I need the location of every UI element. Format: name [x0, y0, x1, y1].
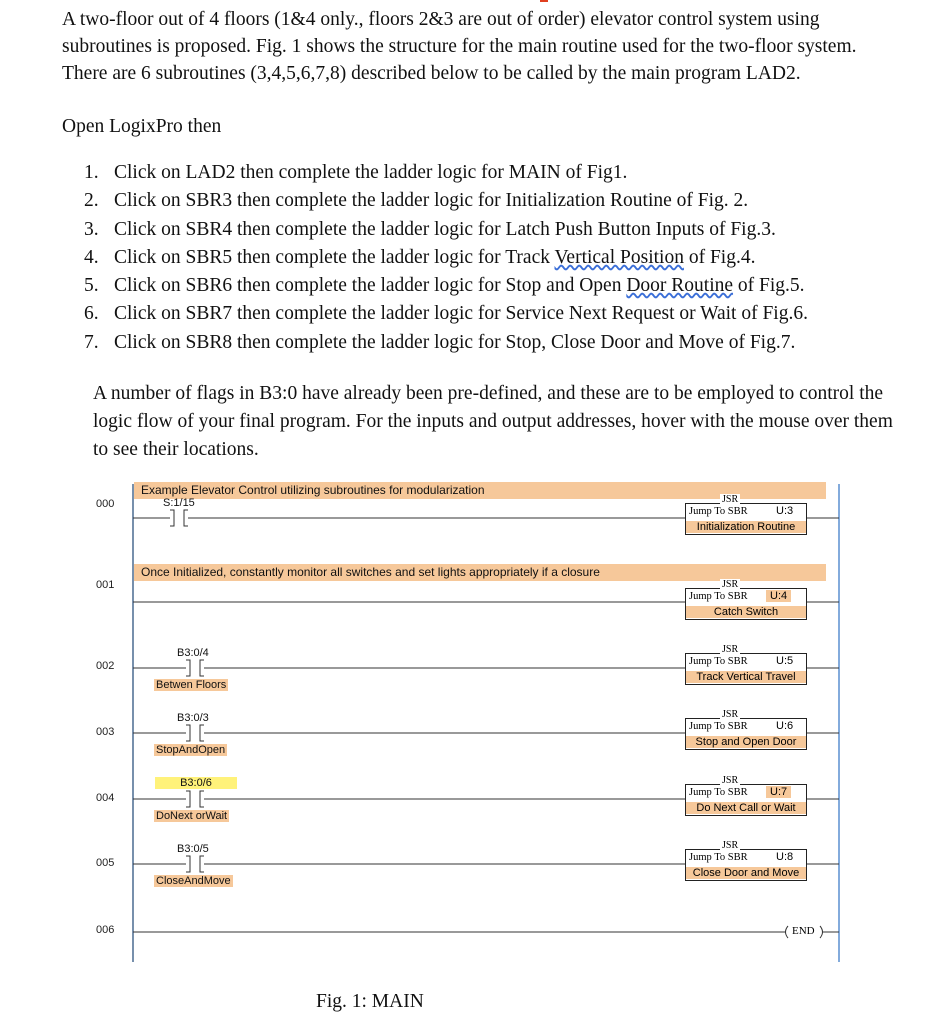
- rung-number: 003: [96, 726, 115, 738]
- open-instruction: Open LogixPro then: [62, 116, 222, 137]
- rung-number: 006: [96, 924, 115, 936]
- rung-number: 005: [96, 857, 115, 869]
- step-item: 4. Click on SBR5 then complete the ladder logic for Track Vertical Position of Fig.4.: [84, 246, 756, 268]
- contact-tag: CloseAndMove: [156, 875, 231, 887]
- contact-address: B3:0/4: [177, 647, 209, 659]
- intro-paragraph: A two-floor out of 4 floors (1&4 only., floors 2&3 are out of order) elevator control system using subroutines is proposed. Fig. 1 shows the structure for the main routine used for the two-floor system. There are 6 subroutines (3,4,5,6,7,8) described below to be called by the main program LAD2.: [62, 9, 857, 84]
- contact-address: B3:0/3: [177, 712, 209, 724]
- rung-comment: Example Elevator Control utilizing subroutines for modularization: [141, 483, 485, 497]
- jsr-block: JSR Jump To SBR U:7 Do Next Call or Wait: [685, 784, 807, 816]
- contact-b3-5: [186, 856, 204, 872]
- rung-comment: Once Initialized, constantly monitor all switches and set lights appropriately if a closure: [141, 565, 600, 579]
- step-item: 5. Click on SBR6 then complete the ladder logic for Stop and Open Door Routine of Fig.5.: [84, 275, 805, 297]
- contact-tag: Betwen Floors: [156, 679, 227, 691]
- figure-caption: Fig. 1: MAIN: [316, 991, 424, 1012]
- rung-number: 001: [96, 579, 115, 591]
- rung-number: 000: [96, 498, 115, 510]
- step-item: 2. Click on SBR3 then complete the ladder logic for Initialization Routine of Fig. 2.: [84, 190, 749, 212]
- contact-tag: DoNext orWait: [156, 810, 228, 822]
- contact-s1-15: [170, 510, 188, 526]
- step-item: 7. Click on SBR8 then complete the ladder logic for Stop, Close Door and Move of Fig.7.: [84, 331, 796, 353]
- contact-b3-4: [186, 660, 204, 676]
- contact-address: S:1/15: [163, 497, 195, 509]
- contact-address: B3:0/5: [177, 843, 209, 855]
- rung-number: 004: [96, 792, 115, 804]
- jsr-block: JSR Jump To SBR U:3 Initialization Routine: [685, 503, 807, 535]
- end-instruction: END: [792, 925, 815, 937]
- step-item: 1. Click on LAD2 then complete the ladder logic for MAIN of Fig1.: [84, 162, 628, 183]
- contact-b3-3: [186, 725, 204, 741]
- rung-number: 002: [96, 660, 115, 672]
- jsr-block: JSR Jump To SBR U:6 Stop and Open Door: [685, 718, 807, 750]
- contact-address: B3:0/6: [155, 777, 237, 789]
- jsr-block: JSR Jump To SBR U:8 Close Door and Move: [685, 849, 807, 881]
- contact-tag: StopAndOpen: [156, 744, 226, 756]
- jsr-block: JSR Jump To SBR U:5 Track Vertical Travel: [685, 653, 807, 685]
- flags-paragraph: A number of flags in B3:0 have already been pre-defined, and these are to be employed to control the logic flow of your final program. For the inputs and output addresses, hover with the mouse over them to see their locations.: [93, 383, 893, 460]
- jsr-block: JSR Jump To SBR U:4 Catch Switch: [685, 588, 807, 620]
- contact-b3-6: [186, 791, 204, 807]
- step-item: 6. Click on SBR7 then complete the ladder logic for Service Next Request or Wait of Fig.6.: [84, 303, 808, 325]
- step-item: 3. Click on SBR4 then complete the ladder logic for Latch Push Button Inputs of Fig.3.: [84, 218, 776, 240]
